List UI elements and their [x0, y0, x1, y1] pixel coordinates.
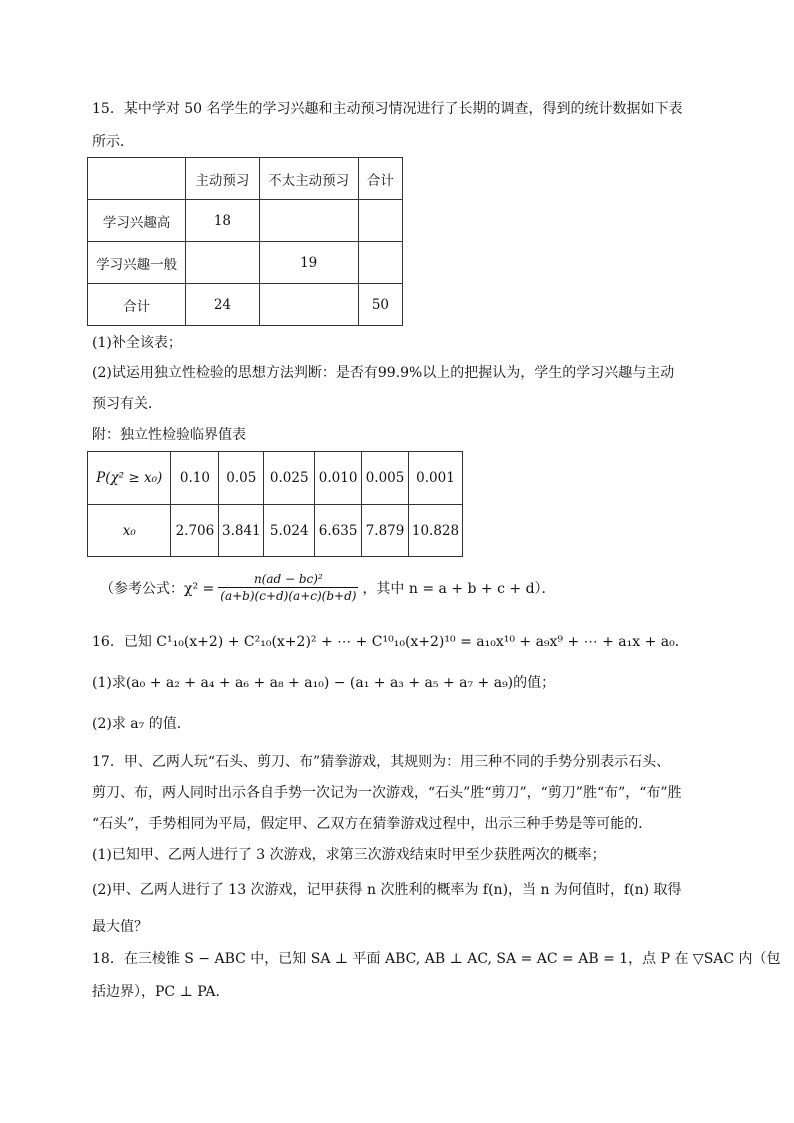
formula-numerator: n(ad − bc)² [218, 572, 358, 588]
q17-stem-line2: 剪刀、布，两人同时出示各自手势一次记为一次游戏，“石头”胜“剪刀”，“剪刀”胜“布”，“布”胜 [92, 785, 682, 801]
table-cell: 学习兴趣高 [88, 200, 186, 242]
table-cell [259, 200, 358, 242]
table-cell: 0.001 [409, 452, 463, 505]
table-cell [358, 242, 402, 284]
table-cell: 不太主动预习 [259, 158, 358, 200]
formula-prefix: （参考公式：χ² = [100, 581, 215, 597]
table-cell: 7.879 [362, 505, 409, 557]
table-cell: 0.005 [362, 452, 409, 505]
table-row [88, 158, 403, 200]
q16-stem: 16．已知 C¹₁₀(x+2) + C²₁₀(x+2)² + ⋯ + C¹⁰₁₀(x+2)¹⁰ = a₁₀x¹⁰ + a₉x⁹ + ⋯ + a₁x + a₀． [92, 634, 689, 650]
table-cell: 0.025 [264, 452, 315, 505]
table-cell: 18 [186, 200, 259, 242]
q16-part2: (2)求 a₇ 的值． [92, 716, 191, 732]
q17-stem-line1: 17．甲、乙两人玩“石头、剪刀、布”猜拳游戏，其规则为：用三种不同的手势分别表示石头、 [92, 754, 671, 770]
table-cell: 0.10 [171, 452, 219, 505]
table-row [88, 284, 403, 326]
table-cell: 合计 [358, 158, 402, 200]
table-row [88, 200, 403, 242]
table-row [88, 452, 463, 505]
q15-stem-line2: 所示． [92, 134, 134, 150]
table-cell [186, 242, 259, 284]
formula-suffix: ，其中 n = a + b + c + d）． [362, 581, 556, 597]
table-cell: 10.828 [409, 505, 463, 557]
q15-part1: (1)补全该表； [92, 335, 182, 351]
table-cell: 50 [358, 284, 402, 326]
table-cell: 5.024 [264, 505, 315, 557]
q16-part1: (1)求(a₀ + a₂ + a₄ + a₆ + a₈ + a₁₀) − (a₁ + a₃ + a₅ + a₇ + a₉)的值； [92, 675, 556, 691]
q17-part1: (1)已知甲、乙两人进行了 3 次游戏，求第三次游戏结束时甲至少获胜两次的概率； [92, 847, 606, 863]
table-cell: 学习兴趣一般 [88, 242, 186, 284]
table-cell: 6.635 [315, 505, 362, 557]
formula-fraction [218, 572, 358, 604]
q15-part2-line2: 预习有关． [92, 396, 162, 412]
q17-stem-line3: “石头”，手势相同为平局，假定甲、乙双方在猜拳游戏过程中，出示三种手势是等可能的． [92, 816, 653, 832]
table-cell: 主动预习 [186, 158, 259, 200]
reference-formula [100, 568, 556, 608]
table-cell [259, 284, 358, 326]
table-cell: x₀ [88, 505, 171, 557]
table-cell [358, 200, 402, 242]
q15-stem-line1: 15．某中学对 50 名学生的学习兴趣和主动预习情况进行了长期的调查，得到的统计数据如下表 [92, 101, 683, 117]
q15-part2-line1: (2)试运用独立性检验的思想方法判断：是否有99.9%以上的把握认为，学生的学习兴趣与主动 [92, 365, 675, 381]
q18-stem-line1: 18．在三棱锥 S − ABC 中，已知 SA ⊥ 平面 ABC, AB ⊥ AC, SA = AC = AB = 1，点 P 在 ▽SAC 内（包 [92, 951, 781, 967]
table-cell: 0.05 [219, 452, 264, 505]
table-cell: P(χ² ≥ x₀) [88, 452, 171, 505]
q17-part2-line1: (2)甲、乙两人进行了 13 次游戏，记甲获得 n 次胜利的概率为 f(n)，当 n 为何值时，f(n) 取得 [92, 882, 682, 898]
formula-denominator: (a+b)(c+d)(a+c)(b+d) [220, 589, 357, 603]
table-cell: 24 [186, 284, 259, 326]
table-cell: 3.841 [219, 505, 264, 557]
table-row [88, 505, 463, 557]
q17-part2-line2: 最大值？ [92, 919, 148, 935]
table-cell: 合计 [88, 284, 186, 326]
critical-value-table [87, 451, 463, 557]
appendix-title: 附：独立性检验临界值表 [92, 427, 246, 443]
table-cell: 2.706 [171, 505, 219, 557]
survey-table [87, 157, 403, 326]
table-cell: 19 [259, 242, 358, 284]
table-cell: 0.010 [315, 452, 362, 505]
table-row [88, 242, 403, 284]
q18-stem-line2: 括边界），PC ⊥ PA． [92, 984, 230, 1000]
table-cell [88, 158, 186, 200]
